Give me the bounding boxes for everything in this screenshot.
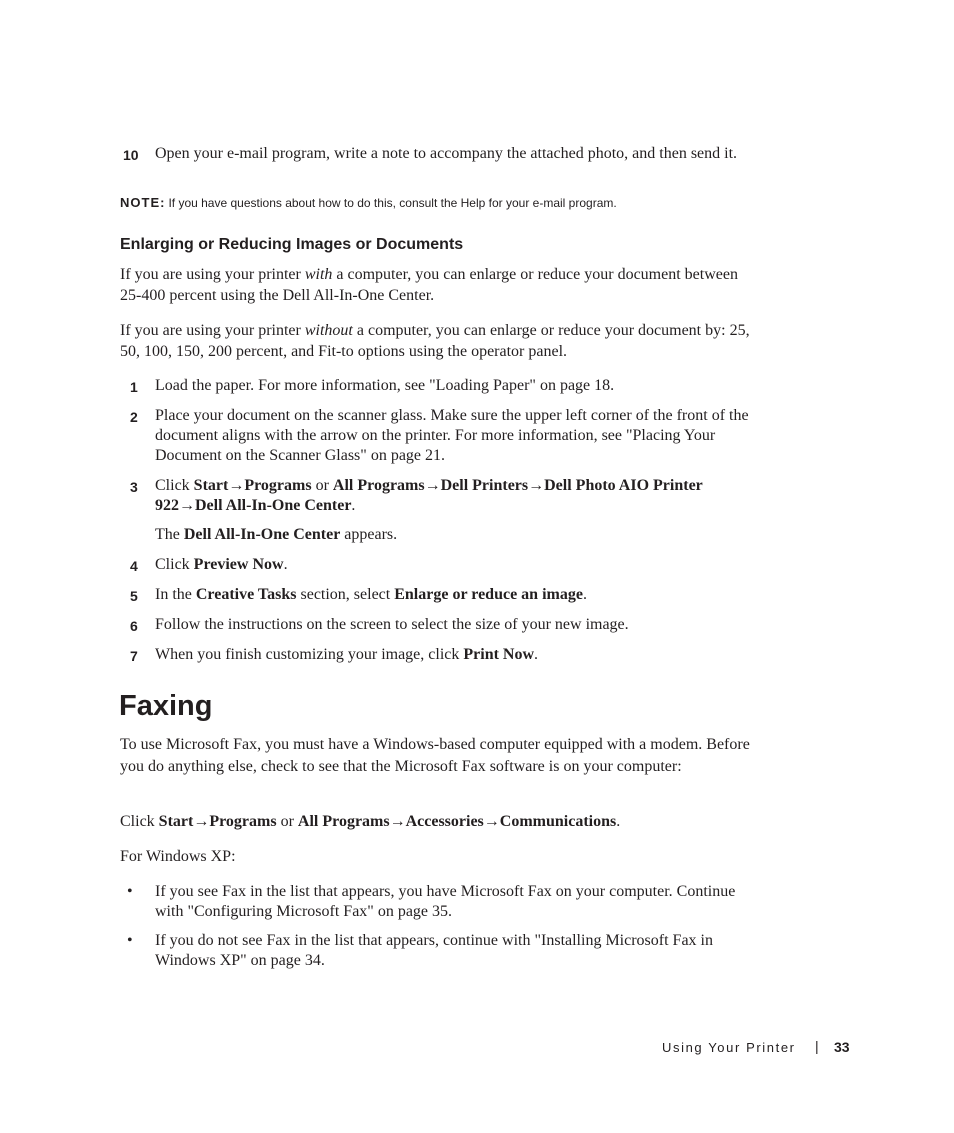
menu-all-programs: All Programs	[332, 477, 425, 494]
menu-start: Start	[193, 477, 229, 494]
step-5	[120, 585, 760, 605]
page-number: 33	[834, 1039, 850, 1055]
menu-programs: Programs	[244, 477, 312, 494]
bullet-text: If you do not see Fax in the list that appears, continue with "Installing Microsoft Fax in Windows XP" on page 34.	[155, 932, 713, 969]
step-text: Follow the instructions on the screen to select the size of your new image.	[155, 616, 629, 633]
bullet-text: If you see Fax in the list that appears, you have Microsoft Fax on your computer. Continue with "Configuring Microsoft Fax" on page 35.	[155, 883, 736, 920]
step-text: Place your document on the scanner glass. Make sure the upper left corner of the front of the document aligns with the arrow on the printer. For more information, see "Placing Your Document on the Scanner Glass" on page 21.	[155, 407, 749, 464]
step-number: 7	[130, 648, 138, 664]
menu-dell-center: Dell All-In-One Center	[195, 497, 352, 514]
step-text: Click Preview Now.	[155, 556, 288, 573]
section-heading: Enlarging or Reducing Images or Documents	[120, 236, 464, 253]
enlarge-reduce-label: Enlarge or reduce an image	[394, 586, 583, 603]
preview-now-label: Preview Now	[193, 556, 284, 573]
for-windows-xp: For Windows XP:	[120, 848, 236, 865]
bullet-marker: •	[127, 932, 133, 949]
step-2	[120, 406, 760, 466]
step-text: In the Creative Tasks section, select Enlarge or reduce an image.	[155, 586, 587, 603]
footer-section-title: Using Your Printer	[662, 1040, 796, 1055]
step-number: 3	[130, 479, 138, 495]
bullet-marker: •	[127, 883, 133, 900]
step-1	[120, 376, 760, 396]
faxing-intro: To use Microsoft Fax, you must have a Windows-based computer equipped with a modem. Before you do anything else, check to see that the Microsoft Fax software is on your computer:	[120, 736, 750, 775]
step-number: 10	[123, 147, 139, 163]
step-6	[120, 615, 760, 635]
faxing-heading: Faxing	[119, 690, 213, 722]
step-number: 5	[130, 588, 138, 604]
step-3-result: The Dell All-In-One Center appears.	[155, 526, 398, 543]
step-7	[120, 645, 760, 665]
bullet-item	[120, 931, 760, 971]
step-number: 6	[130, 618, 138, 634]
note-text: If you have questions about how to do this, consult the Help for your e-mail program.	[168, 196, 617, 210]
paragraph-without-computer: If you are using your printer without a computer, you can enlarge or reduce your document by: 25, 50, 100, 150, 200 percent, and Fit-to options using the operator panel.	[120, 322, 750, 360]
footer-separator: |	[815, 1038, 819, 1054]
paragraph-with-computer: If you are using your printer with a computer, you can enlarge or reduce your document between 25-400 percent using the Dell All-In-One Center.	[120, 266, 738, 304]
step-text: Click Start→Programs or All Programs→Dell Printers→Dell Photo AIO Printer 922→Dell All-In-One Center.	[155, 477, 703, 514]
bullet-item	[120, 882, 760, 922]
step-10	[120, 144, 760, 184]
menu-dell-printers: Dell Printers	[440, 477, 529, 494]
creative-tasks-label: Creative Tasks	[195, 586, 297, 603]
step-text: Load the paper. For more information, see "Loading Paper" on page 18.	[155, 377, 615, 394]
step-text: When you finish customizing your image, click Print Now.	[155, 646, 539, 663]
print-now-label: Print Now	[463, 646, 535, 663]
step-number: 4	[130, 558, 138, 574]
step-4	[120, 555, 760, 575]
step-number: 1	[130, 379, 138, 395]
step-3	[120, 476, 760, 516]
step-text: Open your e-mail program, write a note to accompany the attached photo, and then send it.	[155, 145, 738, 162]
note	[120, 195, 820, 211]
note-label: NOTE:	[120, 195, 166, 210]
menu-dell-photo-aio: Dell Photo AIO Printer 922	[155, 477, 703, 514]
faxing-click-path: Click Start→Programs or All Programs→Accessories→Communications.	[120, 813, 621, 830]
step-number: 2	[130, 409, 138, 425]
